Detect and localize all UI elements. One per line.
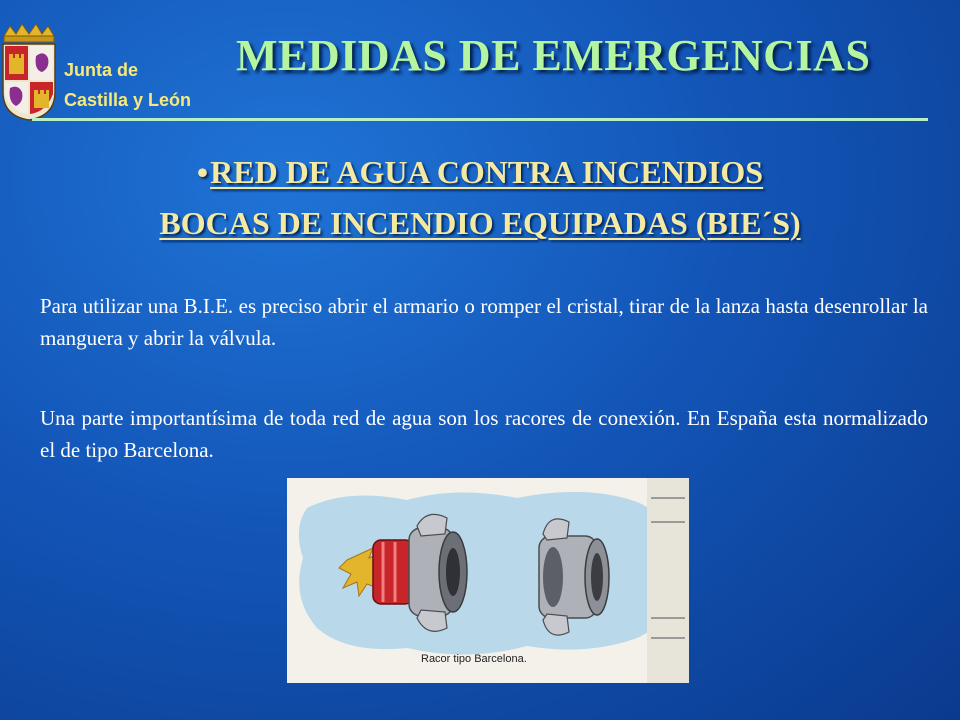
header-divider (32, 118, 928, 121)
bullet-icon: • (196, 154, 209, 190)
org-line-2: Castilla y León (64, 90, 192, 110)
subsection-heading-text: BOCAS DE INCENDIO EQUIPADAS (BIE´S) (159, 205, 801, 241)
page-title: MEDIDAS DE EMERGENCIAS (236, 31, 871, 80)
section-heading (0, 154, 960, 191)
image-caption: Racor tipo Barcelona. (421, 653, 527, 665)
section-heading-text: RED DE AGUA CONTRA INCENDIOS (210, 154, 764, 190)
org-line-1: Junta de (64, 60, 139, 80)
organization-name (64, 56, 244, 114)
coat-of-arms-icon (0, 22, 58, 122)
paragraph-bie-usage: Para utilizar una B.I.E. es preciso abrir el armario o romper el cristal, tirar de la lanza hasta desenrollar la manguera y abrir la válvula. (40, 294, 928, 350)
subsection-heading (0, 205, 960, 242)
paragraph-racores: Una parte importantísima de toda red de agua son los racores de conexión. En España esta normalizado el de tipo Barcelona. (40, 406, 928, 462)
racor-image (287, 478, 689, 683)
